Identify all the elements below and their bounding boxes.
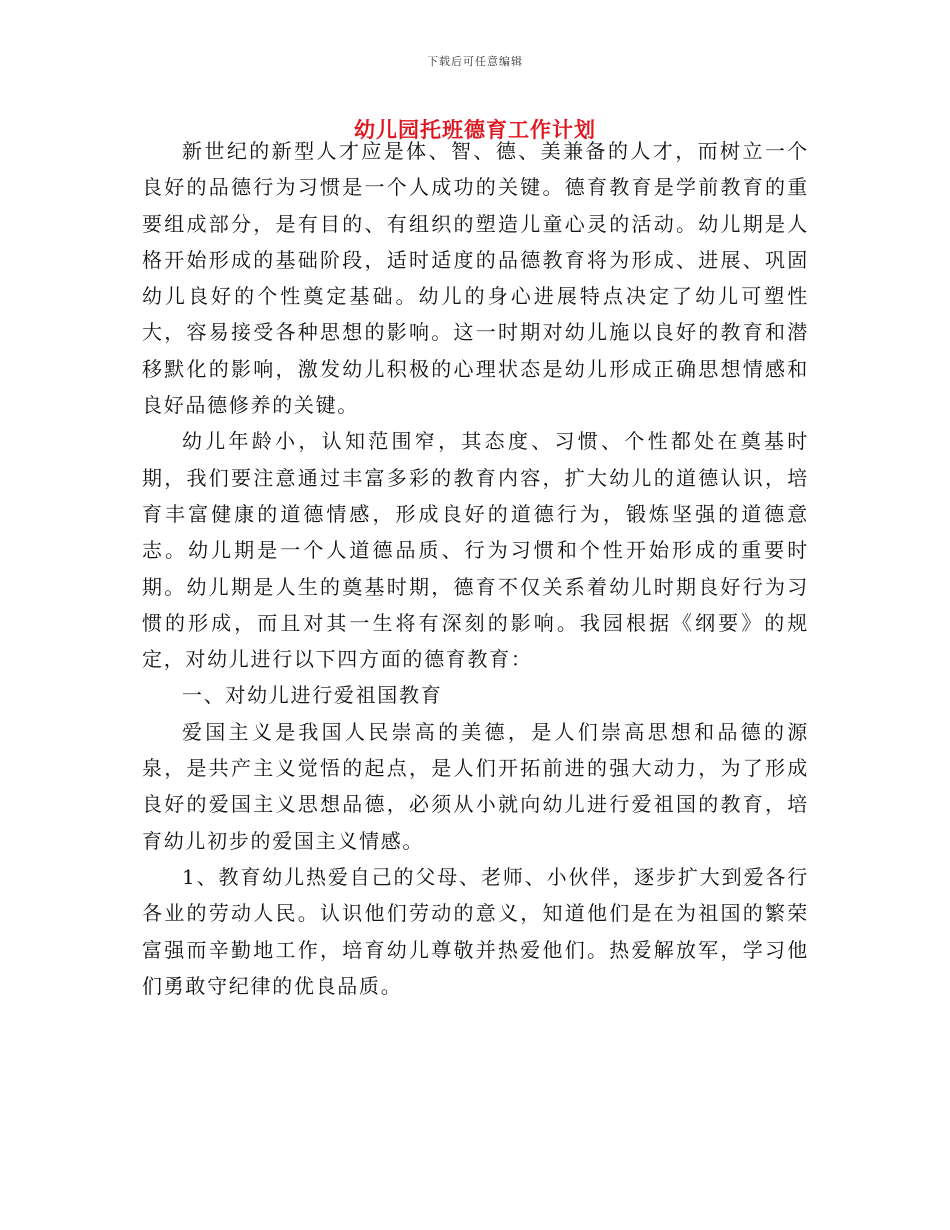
paragraph-background: 幼儿年龄小，认知范围窄，其态度、习惯、个性都处在奠基时期，我们要注意通过丰富多彩的教育内容，扩大幼儿的道德认识，培育丰富健康的道德情感，形成良好的道德行为，锻炼坚强的道德意志。幼儿期是一个人道德品质、行为习惯和个性开始形成的重要时期。幼儿期是人生的奠基时期，德育不仅关系着幼儿时期良好行为习惯的形成，而且对其一生将有深刻的影响。我园根据《纲要》的规定，对幼儿进行以下四方面的德育教育： [142, 429, 809, 672]
document-body [142, 133, 809, 1004]
paragraph-patriotism: 爱国主义是我国人民崇高的美德，是人们崇高思想和品德的源泉，是共产主义觉悟的起点，是人们开拓前进的强大动力，为了形成良好的爱国主义思想品德，必须从小就向幼儿进行爱祖国的教育，培育幼儿初步的爱国主义情感。 [142, 719, 809, 853]
paragraph-item-1: 1、教育幼儿热爱自己的父母、老师、小伙伴，逐步扩大到爱各行各业的劳动人民。认识他们劳动的意义，知道他们是在为祖国的繁荣富强而辛勤地工作，培育幼儿尊敬并热爱他们。热爱解放军，学习他们勇敢守纪律的优良品质。 [142, 864, 809, 998]
document-title: 幼儿园托班德育工作计划 [354, 118, 596, 142]
section-heading-1: 一、对幼儿进行爱祖国教育 [182, 683, 443, 708]
page-header-note: 下载后可任意编辑 [427, 55, 523, 68]
paragraph-intro: 新世纪的新型人才应是体、智、德、美兼备的人才，而树立一个良好的品德行为习惯是一个人成功的关键。德育教育是学前教育的重要组成部分，是有目的、有组织的塑造儿童心灵的活动。幼儿期是人格开始形成的基础阶段，适时适度的品德教育将为形成、进展、巩固幼儿良好的个性奠定基础。幼儿的身心进展特点决定了幼儿可塑性大，容易接受各种思想的影响。这一时期对幼儿施以良好的教育和潜移默化的影响，激发幼儿积极的心理状态是幼儿形成正确思想情感和良好品德修养的关键。 [142, 139, 809, 418]
